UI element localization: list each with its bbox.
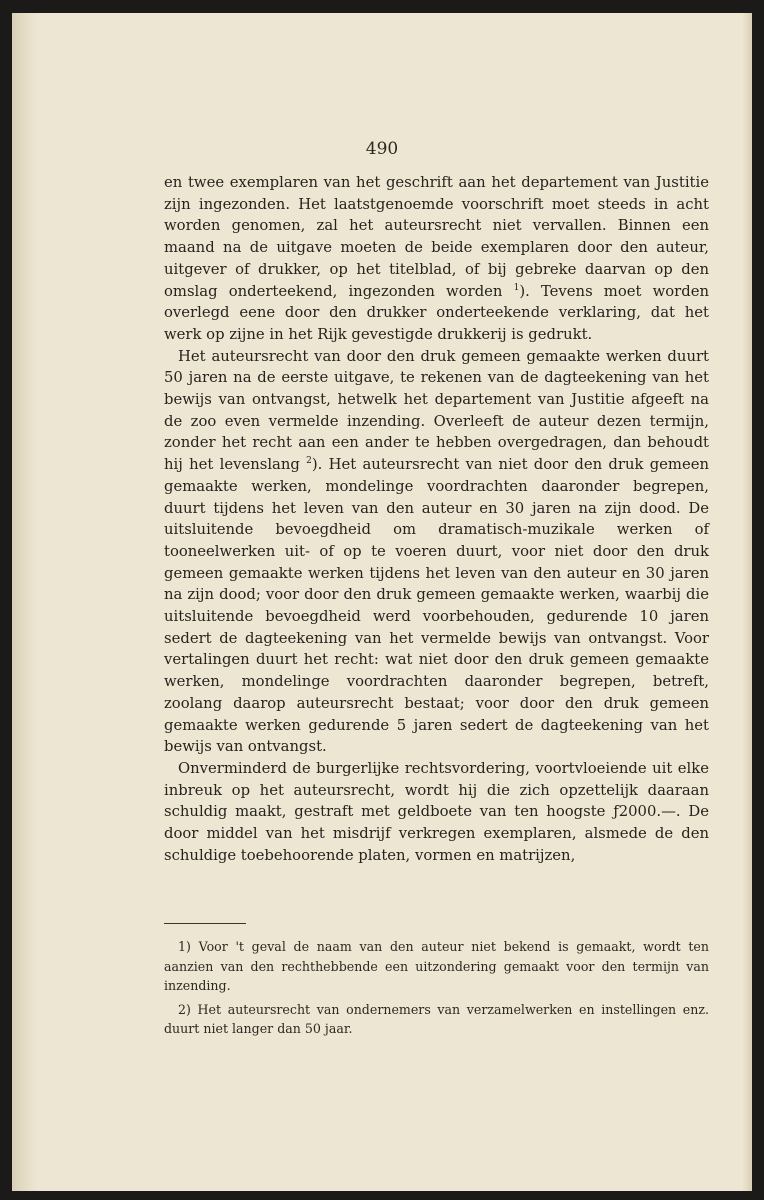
paragraph-1-text-a: en twee exemplaren van het geschrift aan het departement van Justitie zijn ingezonden. Het laatstgenoemde voorschrift moet steeds in acht worden genomen, zal het auteursrecht niet vervallen. Binnen een maand na de uitgave moeten de beide exemplaren door den auteur, uitgever of drukker, op het titelblad, of bij gebreke daarvan op den omslag onderteekend, ingezonden worden (164, 174, 709, 300)
paragraph-1-text-b: ). Tevens moet worden overlegd eene door den drukker onderteekende verklaring, dat het werk op zijne in het Rijk gevestigde drukkerij is gedrukt. (164, 282, 709, 343)
page-edge-shadow (742, 13, 752, 1191)
footnote-2: 2) Het auteursrecht van ondernemers van verzamelwerken en instellingen enz. duurt niet langer dan 50 jaar. (164, 1001, 709, 1036)
footnotes (164, 937, 709, 1043)
body-text (164, 172, 709, 867)
paragraph-2 (164, 346, 709, 758)
paragraph-2-text-b: ). Het auteursrecht van niet door den druk gemeen gemaakte werken, mondelinge voordrachten daaronder begrepen, duurt tijdens het leven van den auteur en 30 jaren na zijn dood. De uitsluitende bevoegdheid om dramatisch-muzikale werken of tooneelwerken uit- of op te voeren duurt, voor niet door den druk gemeen gemaakte werken tijdens het leven van den auteur en 30 jaren na zijn dood; voor door den druk gemeen gemaakte werken, waarbij die uitsluitende bevoegdheid werd voorbehouden, gedurende 10 jaren sedert de dagteekening van het vermelde bewijs van ontvangst. Voor vertalingen duurt het recht: wat niet door den druk gemeen gemaakte werken, mondelinge voordrachten daaronder begrepen, betreft, zoolang daarop auteursrecht bestaat; voor door den druk gemeen gemaakte werken gedurende 5 jaren sedert de dagteekening van het bewijs van ontvangst. (164, 456, 709, 756)
paragraph-1 (164, 172, 709, 346)
paragraph-3: Onverminderd de burgerlijke rechtsvordering, voortvloeiende uit elke inbreuk op het auteursrecht, wordt hij die zich opzettelijk daaraan schuldig maakt, gestraft met geldboete van ten hoogste ƒ2000.—. De door middel van het misdrijf verkregen exemplaren, alsmede de den schuldige toebehoorende platen, vormen en matrijzen, (164, 759, 709, 864)
paragraph-2-text-a: Het auteursrecht van door den druk gemeen gemaakte werken duurt 50 jaren na de eerste uitgave, te rekenen van de dagteekening van het bewijs van ontvangst, hetwelk het departement van Justitie afgeeft na de zoo even vermelde inzending. Overleeft de auteur dezen termijn, zonder het recht aan een ander te hebben overgedragen, dan behoudt hij het levenslang (164, 347, 709, 474)
footnote-divider (164, 923, 246, 924)
footnote-ref-1: 1 (513, 282, 520, 293)
page-gutter-shadow (12, 13, 38, 1191)
footnote-ref-2: 2 (306, 456, 312, 467)
footnote-1: 1) Voor 't geval de naam van den auteur niet bekend is gemaakt, wordt ten aanzien van den rechthebbende een uitzondering gemaakt voor den termijn van inzending. (164, 939, 709, 993)
page-number: 490 (365, 139, 399, 159)
book-page (12, 13, 752, 1191)
